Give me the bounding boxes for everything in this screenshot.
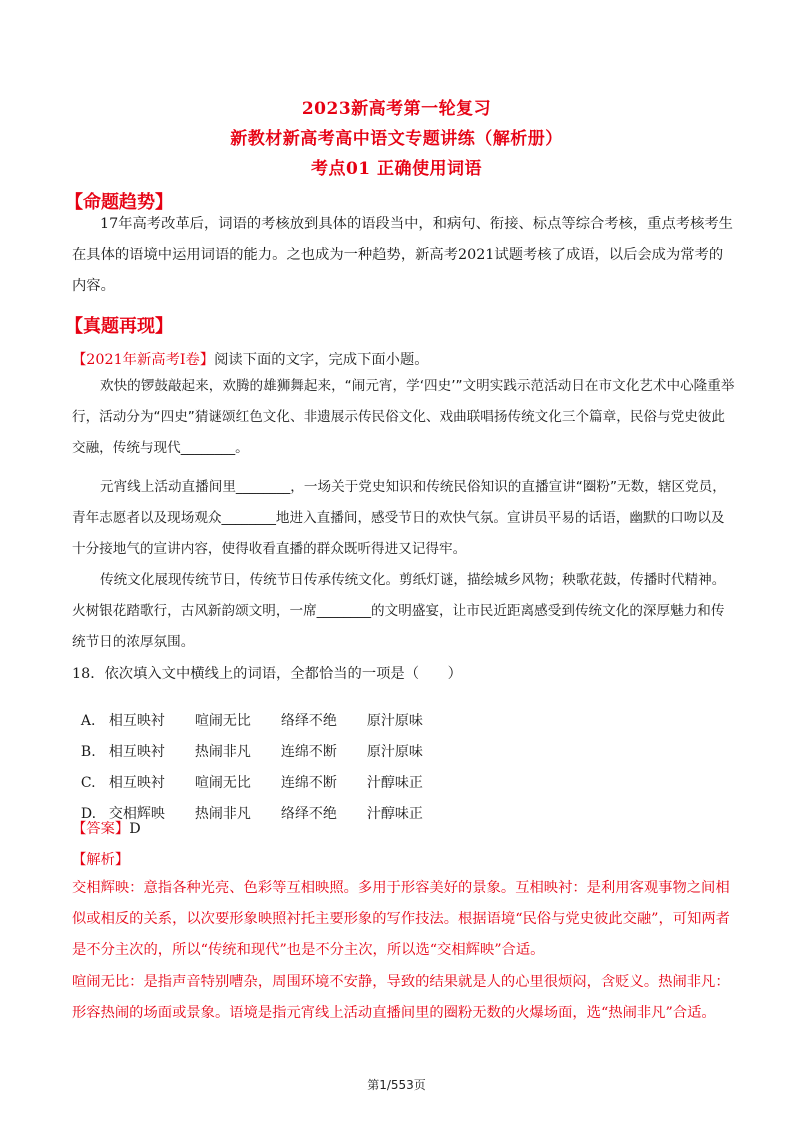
section-heading-real: 【真题再现】 [65, 316, 173, 337]
doc-title-line2: 新教材新高考高中语文专题讲练（解析册） [230, 129, 563, 149]
option-word: 相互映衬 [108, 713, 165, 729]
analysis-paragraph-1: 交相辉映：意指各种光亮、色彩等互相映照。多用于形容美好的景象。互相映衬：是利用客观事物之间相似或相反的关系，以次要形象映照衬托主要形象的写作技法。根据语境“民俗与党史彼此交融”，可知两者是不分主次的，所以“传统和现代”也是不分主次，所以选“交相辉映”合适。 [72, 880, 730, 958]
option-word: 连绵不断 [280, 744, 337, 760]
question-source-line [72, 349, 429, 369]
answer-label: 【答案】 [72, 821, 130, 837]
passage-paragraph-2: 元宵线上活动直播间里________，一场关于党史知识和传统民俗知识的直播宣讲“圈粉”无数，辖区党员，青年志愿者以及现场观众________地进入直播间，感受节日的欢快气氛。宣讲员平易的话语，幽默的口吻以及十分接地气的宣讲内容，使得收看直播的群众既听得进又记得牢。 [72, 479, 726, 557]
analysis-paragraph-2: 喧闹无比：是指声音特别嘈杂，周围环境不安静，导致的结果就是人的心里很烦闷，含贬义。热闹非凡：形容热闹的场面或景象。语境是指元宵线上活动直播间里的圈粉无数的火爆场面，选“热闹非凡”合适。 [72, 974, 730, 1021]
option-word: 络绎不绝 [280, 806, 337, 822]
option-word: 交相辉映 [108, 806, 165, 822]
page-number: 第1/553页 [367, 1078, 426, 1092]
doc-title-line1: 2023新高考第一轮复习 [301, 99, 492, 119]
source-tag: 【2021年新高考I卷】 [72, 352, 215, 368]
source-intro: 阅读下面的文字，完成下面小题。 [214, 352, 429, 368]
option-word: 喧闹无比 [194, 775, 251, 791]
option-word: 汁醇味正 [366, 775, 423, 791]
option-word: 热闹非凡 [194, 744, 251, 760]
passage-paragraph-3: 传统文化展现传统节日，传统节日传承传统文化。剪纸灯谜，描绘城乡风物；秧歌花鼓，传播时代精神。火树银花踏歌行，古风新韵颂文明，一席________的文明盛宴，让市民近距离感受到传统文化的深厚魅力和传统节日的浓厚氛围。 [72, 572, 726, 650]
option-word: 喧闹无比 [194, 713, 251, 729]
option-word: 相互映衬 [108, 775, 165, 791]
option-label: C. [80, 775, 96, 791]
passage-paragraph-1: 欢快的锣鼓敲起来，欢腾的雄狮舞起来，“闹元宵，学‘四史’”文明实践示范活动日在市文化艺术中心隆重举行，活动分为“四史”猜谜颂红色文化、非遗展示传民俗文化、戏曲联唱扬传统文化三个篇章，民俗与党史彼此交融，传统与现代________。 [72, 378, 735, 456]
option-word: 相互映衬 [108, 744, 165, 760]
option-label: D. [80, 806, 97, 822]
option-word: 热闹非凡 [194, 806, 251, 822]
answer-line [72, 818, 141, 838]
analysis-label: 【解析】 [72, 852, 130, 868]
answer-value: D [129, 821, 141, 837]
option-word: 汁醇味正 [366, 806, 423, 822]
section-heading-trend: 【命题趋势】 [65, 192, 173, 213]
trend-paragraph: 17年高考改革后，词语的考核放到具体的语段当中，和病句、衔接、标点等综合考核，重点考核考生在具体的语境中运用词语的能力。之也成为一种趋势，新高考2021试题考核了成语，以后会成为常考的内容。 [72, 216, 733, 294]
option-word: 原汁原味 [366, 713, 423, 729]
option-word: 络绎不绝 [280, 713, 337, 729]
option-label: A. [80, 713, 96, 729]
option-label: B. [80, 744, 96, 760]
option-word: 原汁原味 [366, 744, 423, 760]
option-word: 连绵不断 [280, 775, 337, 791]
doc-title-line3: 考点01 正确使用词语 [310, 159, 483, 179]
question-stem: 18．依次填入文中横线上的词语，全都恰当的一项是（ ） [72, 666, 462, 682]
